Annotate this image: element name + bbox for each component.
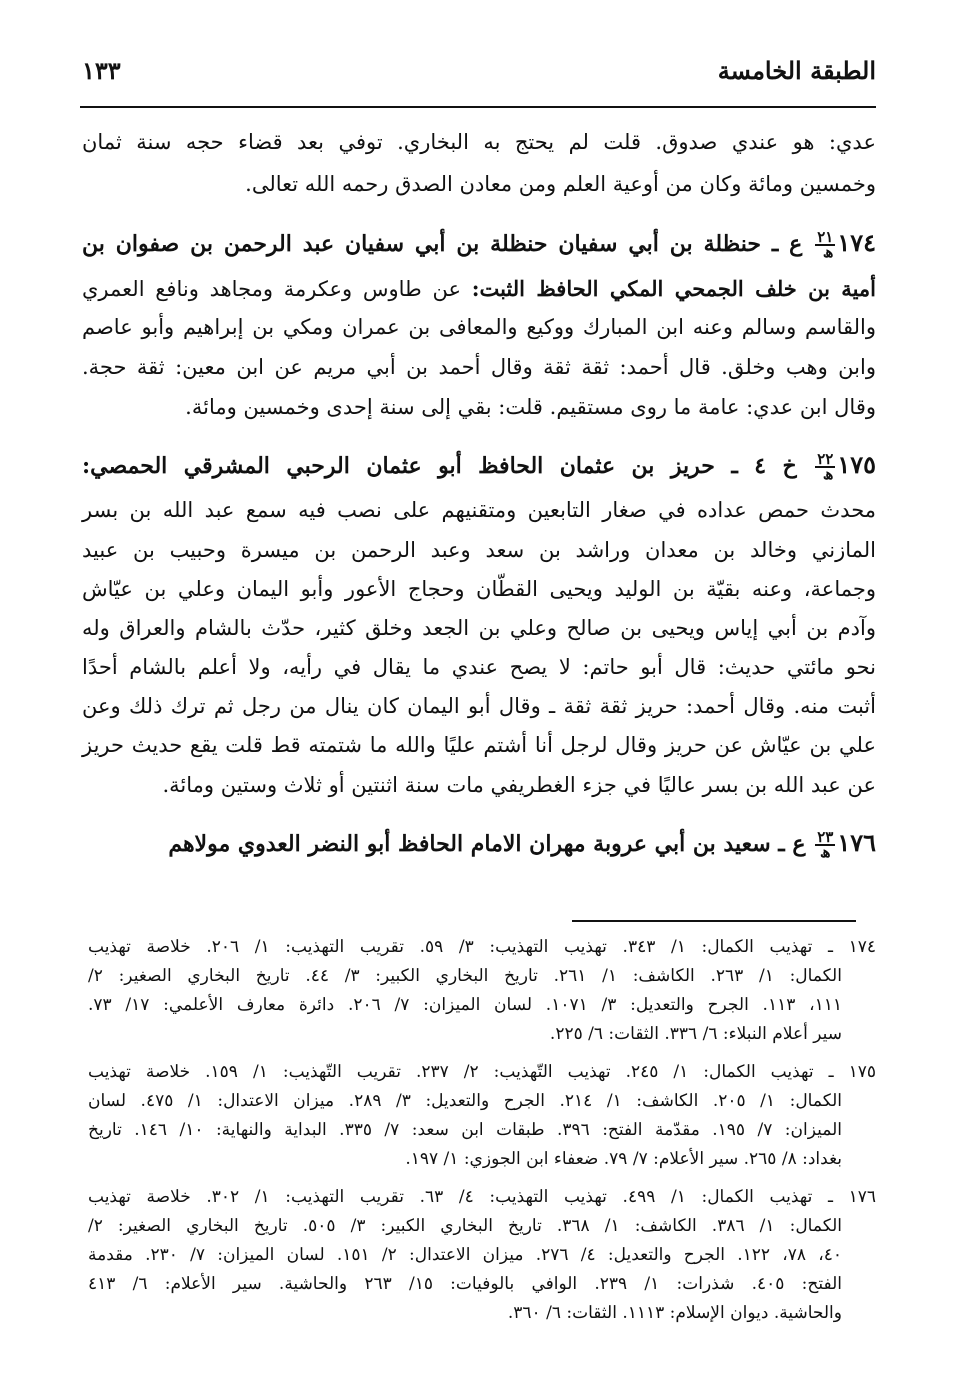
entry-heading-text: ع ـ سعيد بن أبي عروبة مهران الامام الحافظ أبو النضر العدوي مولاهم bbox=[168, 831, 806, 857]
body-line: المازني وخالد بن معدان وراشد بن سعد وعبد الرحمن بن ميسرة وحبيب بن عبيد bbox=[82, 538, 876, 562]
footnote-line: الكمال: ١/ ٣٨٦. الكاشف: ١/ ٣٦٨. تاريخ البخاري الكبير: ٣/ ٥٠٥. تاريخ البخاري الصغير: ٢/ bbox=[88, 1216, 842, 1236]
body-line: نحو مائتي حديث: قال أبو حاتم: لا يصح عندي ما يقال في رأيه، ولا أعلم بالشام أحدًا bbox=[82, 655, 876, 679]
footnote-line: الكمال: ١/ ٢٦٣. الكاشف: ١/ ٢٦١. تاريخ البخاري الكبير: ٣/ ٤٤. تاريخ البخاري الصغير: ٢/ bbox=[88, 966, 842, 986]
footnote-line: الفتح: ٤٠٥. شذرات: ١/ ٢٣٩. الوافي بالوفيات: ١٥/ ٢٦٣ والحاشية. سير الأعلام: ٦/ ٤١٣ bbox=[88, 1274, 842, 1294]
entry-fraction: $\frac{٢٣}{\text{ھ}}$ bbox=[817, 828, 834, 861]
footnote-line: الكمال: ١/ ٢٠٥. الكاشف: ١/ ٢١٤. الجرح والتعديل: ٣/ ٢٨٩. ميزان الاعتدال: ١/ ٤٧٥. لسان bbox=[88, 1091, 842, 1111]
footnote-line: ١١١، ١١٣. الجرح والتعديل: ٣/ ١٠٧١. لسان الميزان: ٧/ ٢٠٦. دائرة معارف الأعلمي: ١٧/ ٧٣. bbox=[88, 995, 842, 1015]
page-number: ١٣٣ bbox=[82, 56, 121, 85]
entry-heading-176 bbox=[168, 826, 876, 861]
body-line: محدث حمص عداده في صغار التابعين ومتقنيهم على نصب فيه سمع عبد الله بن بسر bbox=[82, 498, 876, 522]
body-line: أثبت منه. وقال أحمد: حريز ثقة ثقة ـ وقال أبو اليمان كان ينال من رجل ثم ترك ذلك وعن bbox=[82, 694, 876, 718]
entry-heading-text: خ ٤ ـ حريز بن عثمان الحافظ أبو عثمان الرحبي المشرقي الحمصي: bbox=[82, 453, 797, 479]
body-line: والقاسم وسالم وعنه ابن المبارك ووكيع والمعافى بن عمران ومكي بن إبراهيم وأبو عاصم bbox=[82, 315, 876, 339]
entry-heading-text: ع ـ حنظلة بن أبي سفيان حنظلة بن أبي سفيان عبد الرحمن بن صفوان بن bbox=[82, 231, 803, 257]
entry-fraction: $\frac{٢٢}{\text{ھ}}$ bbox=[817, 450, 834, 483]
body-line: علي بن عيّاش عن حريز وقال لرجل أنا أشتم عليًا والله ما شتمته قط قلت يقع حديث حريز bbox=[82, 733, 876, 757]
footnote-line: بغداد: ٨/ ٢٦٥. سير الأعلام: ٧/ ٧٩. ضعفاء ابن الجوزي: ١/ ١٩٧. bbox=[405, 1149, 842, 1169]
body-line: وقال ابن عدي: عامة ما روى مستقيم. قلت: بقي إلى سنة إحدى وخمسين ومائة. bbox=[185, 395, 876, 419]
entry-heading-continuation: أمية بن خلف الجمحي المكي الحافظ الثبت: bbox=[471, 276, 876, 301]
body-line: أمية بن خلف الجمحي المكي الحافظ الثبت: عن طاوس وعكرمة ومجاهد ونافع العمري bbox=[82, 276, 876, 301]
footnote-separator bbox=[572, 920, 856, 922]
entry-fraction: $\frac{٢١}{\text{ھ}}$ bbox=[817, 228, 834, 261]
entry-heading-174 bbox=[82, 226, 876, 261]
running-header-title: الطبقة الخامسة bbox=[717, 56, 876, 85]
body-line: وآدم بن أبي إياس ويحيى بن صالح وعلي بن الجعد وخلق كثير، حدّث بالشام والعراق وله bbox=[82, 616, 876, 640]
body-line: وخمسين ومائة وكان من أوعية العلم ومن معادن الصدق رحمه الله تعالى. bbox=[245, 172, 876, 196]
body-line: عدي: هو عندي صدوق. قلت لم يحتج به البخاري. توفي بعد قضاء حجه سنة ثمان bbox=[82, 130, 876, 154]
footnote-line: الميزان: ٧/ ١٩٥. مقدّمة الفتح: ٣٩٦. طبقات ابن سعد: ٧/ ٣٣٥. البداية والنهاية: ١٠/ ١٤٦. تاريخ bbox=[88, 1120, 842, 1140]
entry-heading-175 bbox=[82, 448, 876, 483]
footnote-line: ١٧٦ ـ تهذيب الكمال: ١/ ٤٩٩. تهذيب التهذيب: ٤/ ٦٣. تقريب التهذيب: ١/ ٣٠٢. خلاصة تهذيب bbox=[88, 1187, 877, 1207]
footnote-line: ١٧٤ ـ تهذيب الكمال: ١/ ٣٤٣. تهذيب التهذيب: ٣/ ٥٩. تقريب التهذيب: ١/ ٢٠٦. خلاصة تهذيب bbox=[88, 937, 877, 957]
entry-number: ١٧٤ bbox=[837, 228, 876, 257]
entry-number: ١٧٥ bbox=[837, 450, 876, 479]
footnote-line: ١٧٥ ـ تهذيب الكمال: ١/ ٢٤٥. تهذيب التّهذيب: ٢/ ٢٣٧. تقريب التّهذيب: ١/ ١٥٩. خلاصة تهذيب bbox=[88, 1062, 877, 1082]
footnote-line: سير أعلام النبلاء: ٦/ ٣٣٦. الثقات: ٦/ ٢٢٥. bbox=[549, 1024, 842, 1044]
entry-number: ١٧٦ bbox=[837, 828, 876, 857]
footnote-line: ٤٠، ٧٨، ١٢٢. الجرح والتعديل: ٤/ ٢٧٦. ميزان الاعتدال: ٢/ ١٥١. لسان الميزان: ٧/ ٢٣٠. مقدمة bbox=[88, 1245, 843, 1265]
header-rule bbox=[80, 106, 876, 108]
body-line: عن عبد الله بن بسر عاليًا في جزء الغطريفي مات سنة اثنتين أو ثلاث وستين ومائة. bbox=[162, 773, 876, 797]
body-line: وابن وهب وخلق. قال أحمد: ثقة ثقة وقال أحمد بن أبي مريم عن ابن معين: ثقة حجة. bbox=[82, 355, 876, 379]
footnote-line: والحاشية. ديوان الإسلام: ١١١٣. الثقات: ٦/ ٣٦٠. bbox=[507, 1303, 842, 1323]
body-line: وجماعة، وعنه بقيّة بن الوليد ويحيى القطّان وحجاج الأعور وأبو اليمان وعلي بن عيّاش bbox=[82, 577, 876, 601]
